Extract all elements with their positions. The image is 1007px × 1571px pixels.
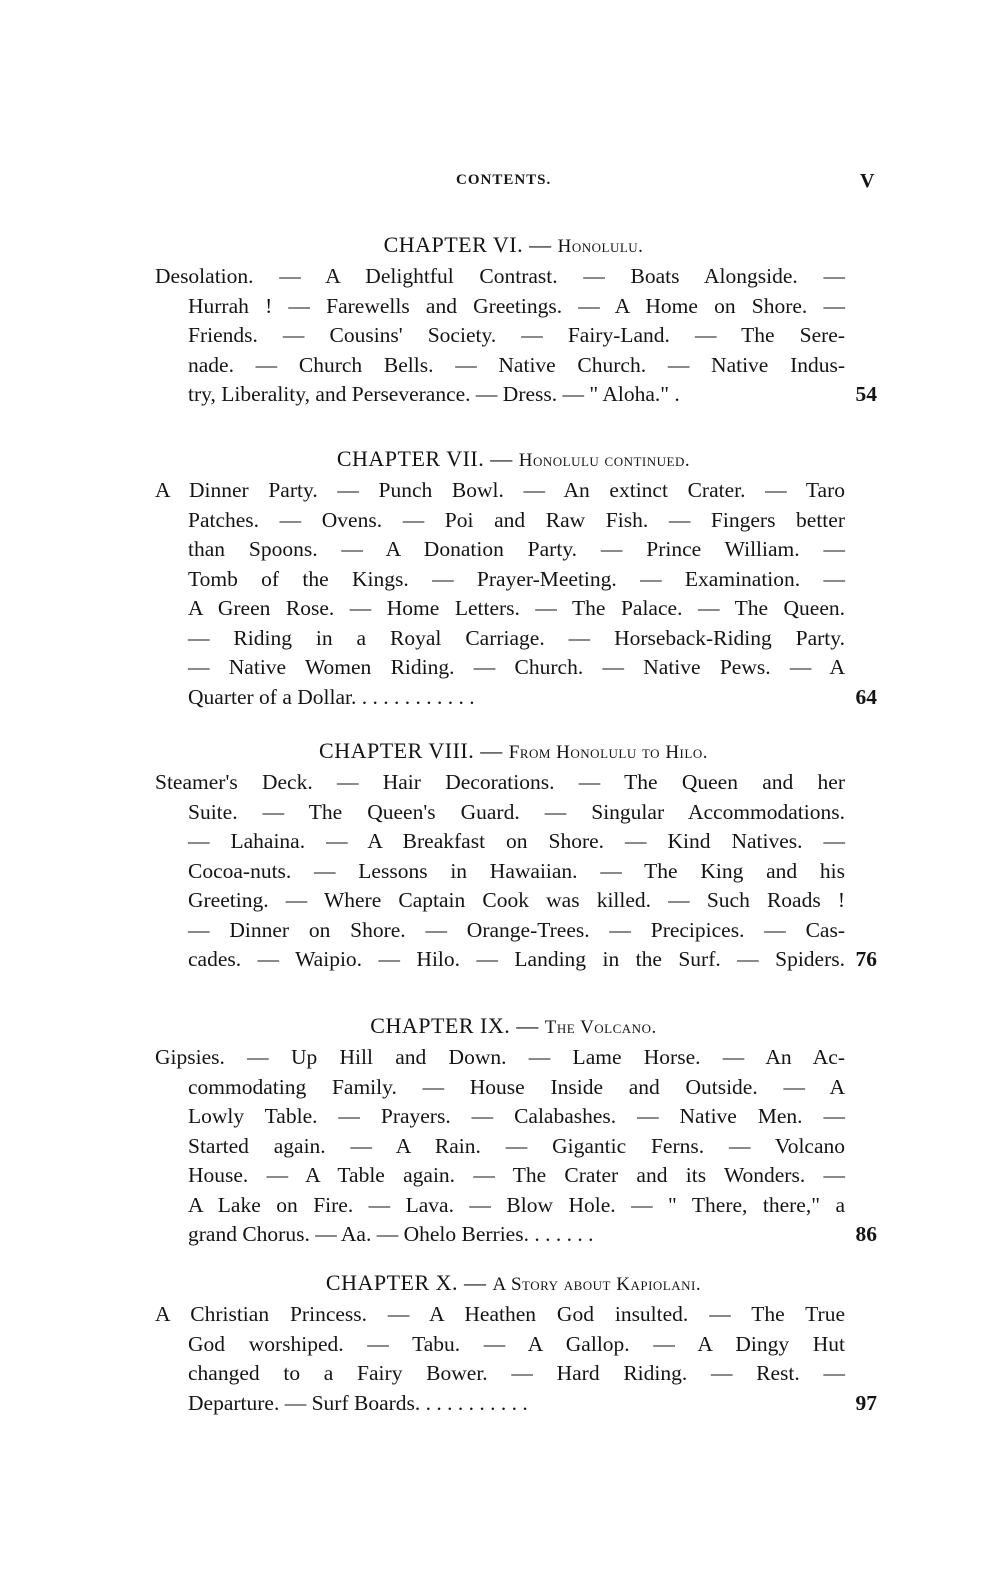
entry-line: A Dinner Party. — Punch Bowl. — An extinct Crater. — Taro [155,478,845,502]
chapter-subtitle: A Story about Kapiolani. [492,1274,702,1295]
chapter-viii [0,738,1007,975]
chapter-subtitle: The Volcano. [544,1017,657,1038]
entry-line: Gipsies. — Up Hill and Down. — Lame Horse. — An Ac- [155,1045,845,1069]
entry-line: than Spoons. — A Donation Party. — Prince William. — [188,537,845,561]
running-head [0,170,1007,200]
page-number: 97 [855,1390,877,1415]
page-number: 54 [855,382,877,406]
entry-line: — Dinner on Shore. — Orange-Trees. — Precipices. — Cas- [188,917,845,942]
entry-line: Departure. — Surf Boards. . . . . . . . . . . [188,1390,528,1415]
chapter-number: CHAPTER X. — [325,1270,487,1295]
chapter-entry [155,768,877,975]
entry-line: try, Liberality, and Perseverance. — Dress. — " Aloha." . [188,382,680,406]
chapter-heading [0,1270,1007,1296]
entry-line: Friends. — Cousins' Society. — Fairy-Land. — The Sere- [188,323,845,347]
entry-line: A Green Rose. — Home Letters. — The Palace. — The Queen. [188,596,845,620]
chapter-vii [0,446,1007,712]
chapter-heading [0,232,1007,258]
entry-line: Quarter of a Dollar. . . . . . . . . . . . [188,684,475,709]
page-folio: V [860,170,875,192]
chapter-number: CHAPTER IX. — [370,1013,539,1038]
chapter-entry [155,1043,877,1250]
entry-line: Patches. — Ovens. — Poi and Raw Fish. — Fingers better [188,507,845,532]
entry-line: Greeting. — Where Captain Cook was killed. — Such Roads ! [188,888,845,912]
entry-line: A Christian Princess. — A Heathen God insulted. — The True [155,1302,845,1326]
entry-line: cades. — Waipio. — Hilo. — Landing in the Surf. — Spiders. [188,947,845,971]
chapter-heading [0,446,1007,472]
running-title: CONTENTS. [456,172,552,188]
chapter-number: CHAPTER VIII. — [319,738,503,763]
entry-line: Hurrah ! — Farewells and Greetings. — A Home on Shore. — [188,293,845,318]
chapter-x [0,1270,1007,1418]
entry-line: House. — A Table again. — The Crater and its Wonders. — [188,1163,845,1187]
entry-line: changed to a Fairy Bower. — Hard Riding. — Rest. — [188,1361,845,1385]
entry-line: Steamer's Deck. — Hair Decorations. — The Queen and her [155,770,845,794]
chapter-entry [155,1300,877,1418]
entry-line: Desolation. — A Delightful Contrast. — Boats Alongside. — [155,264,845,288]
entry-line: Cocoa-nuts. — Lessons in Hawaiian. — The King and his [188,858,845,883]
entry-line: commodating Family. — House Inside and Outside. — A [188,1074,845,1099]
page-number: 76 [855,947,877,971]
entry-line: Started again. — A Rain. — Gigantic Ferns. — Volcano [188,1133,845,1158]
entry-line: — Lahaina. — A Breakfast on Shore. — Kind Natives. — [188,829,845,853]
chapter-vi [0,232,1007,410]
entry-line: Lowly Table. — Prayers. — Calabashes. — Native Men. — [188,1104,845,1128]
entry-line: A Lake on Fire. — Lava. — Blow Hole. — " There, there," a [188,1192,845,1217]
entry-line: Tomb of the Kings. — Prayer-Meeting. — Examination. — [188,566,845,591]
entry-line: grand Chorus. — Aa. — Ohelo Berries. . . . . . . [188,1222,594,1246]
page-number: 86 [855,1222,877,1246]
entry-line: — Native Women Riding. — Church. — Native Pews. — A [188,655,845,679]
chapter-heading [0,738,1007,764]
page-number: 64 [855,684,877,709]
chapter-ix [0,1013,1007,1250]
chapter-heading [0,1013,1007,1039]
chapter-subtitle: From Honolulu to Hilo. [508,742,708,763]
chapter-subtitle: Honolulu continued. [518,450,691,471]
entry-line: nade. — Church Bells. — Native Church. — Native Indus- [188,352,845,377]
entry-line: Suite. — The Queen's Guard. — Singular Accommodations. [188,799,845,824]
entry-line: — Riding in a Royal Carriage. — Horseback-Riding Party. [188,625,845,650]
chapter-entry [155,476,877,712]
entry-line: God worshiped. — Tabu. — A Gallop. — A Dingy Hut [188,1331,845,1356]
chapter-subtitle: Honolulu. [557,236,644,257]
chapter-entry [155,262,877,410]
chapter-number: CHAPTER VI. — [383,232,552,257]
chapter-number: CHAPTER VII. — [336,446,513,471]
